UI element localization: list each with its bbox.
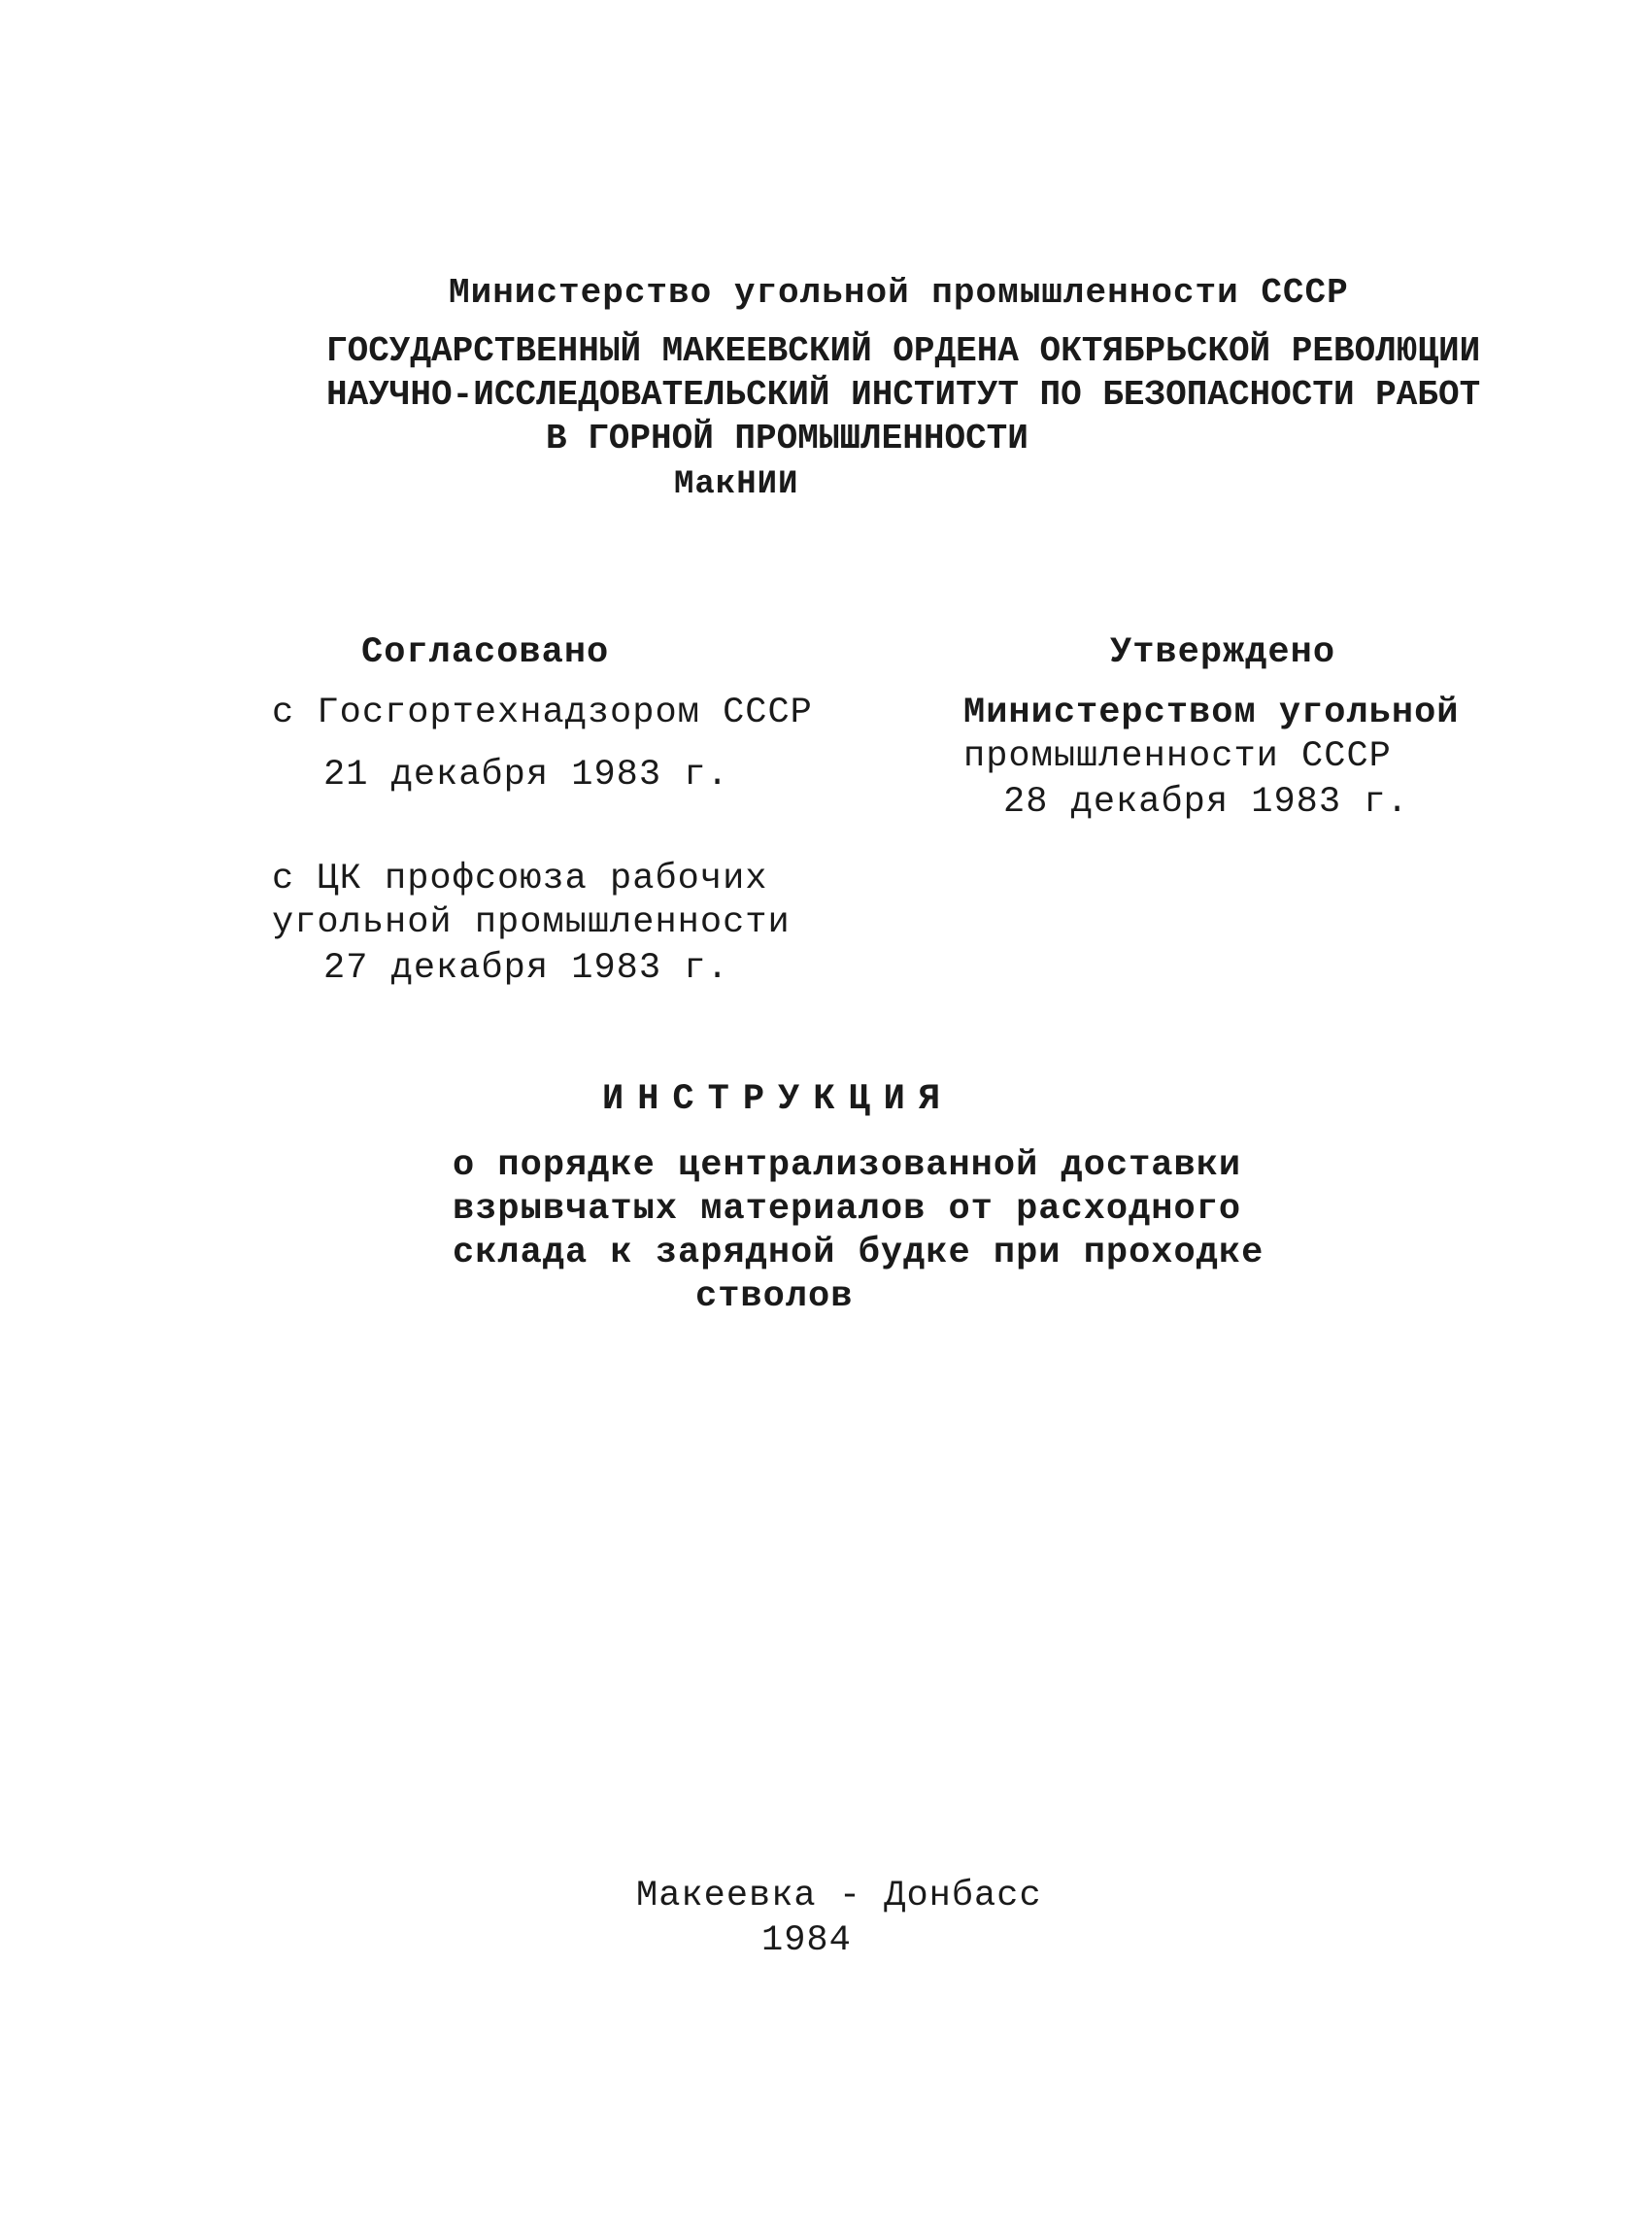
institute-name-line-1: ГОСУДАРСТВЕННЫЙ МАКЕЕВСКИЙ ОРДЕНА ОКТЯБРЬСКОЙ РЕВОЛЮЦИИ xyxy=(326,331,1481,371)
agreed-trade-union-line-2: угольной промышленности xyxy=(272,902,791,943)
title-description-line-4: стволов xyxy=(695,1276,854,1317)
agreed-date-1: 21 декабря 1983 г. xyxy=(323,755,729,796)
document-title: ИНСТРУКЦИЯ xyxy=(602,1079,955,1120)
agreed-heading: Согласовано xyxy=(361,632,610,673)
agreed-trade-union-line-1: с ЦК профсоюза рабочих xyxy=(272,859,768,899)
approved-ministry-line-2: промышленности СССР xyxy=(963,736,1392,777)
title-description-line-3: склада к зарядной будке при проходке xyxy=(453,1233,1264,1273)
publication-year: 1984 xyxy=(761,1920,852,1961)
title-description-line-2: взрывчатых материалов от расходного xyxy=(453,1189,1242,1230)
ministry-name: Министерство угольной промышленности СССР xyxy=(449,273,1349,313)
institute-name-line-3: В ГОРНОЙ ПРОМЫШЛЕННОСТИ xyxy=(546,419,1028,458)
institute-abbreviation: МакНИИ xyxy=(674,466,799,503)
title-description-line-1: о порядке централизованной доставки xyxy=(453,1145,1242,1186)
institute-name-line-2: НАУЧНО-ИССЛЕДОВАТЕЛЬСКИЙ ИНСТИТУТ ПО БЕЗОПАСНОСТИ РАБОТ xyxy=(326,375,1481,415)
approved-ministry-line-1: Министерством угольной xyxy=(963,693,1460,733)
approved-heading: Утверждено xyxy=(1110,632,1336,673)
agreed-date-2: 27 декабря 1983 г. xyxy=(323,948,729,989)
approved-date: 28 декабря 1983 г. xyxy=(1003,782,1409,823)
agreed-gosgortekhnadzor: с Госгортехнадзором СССР xyxy=(272,693,813,733)
publication-place: Макеевка - Донбасс xyxy=(636,1876,1042,1916)
